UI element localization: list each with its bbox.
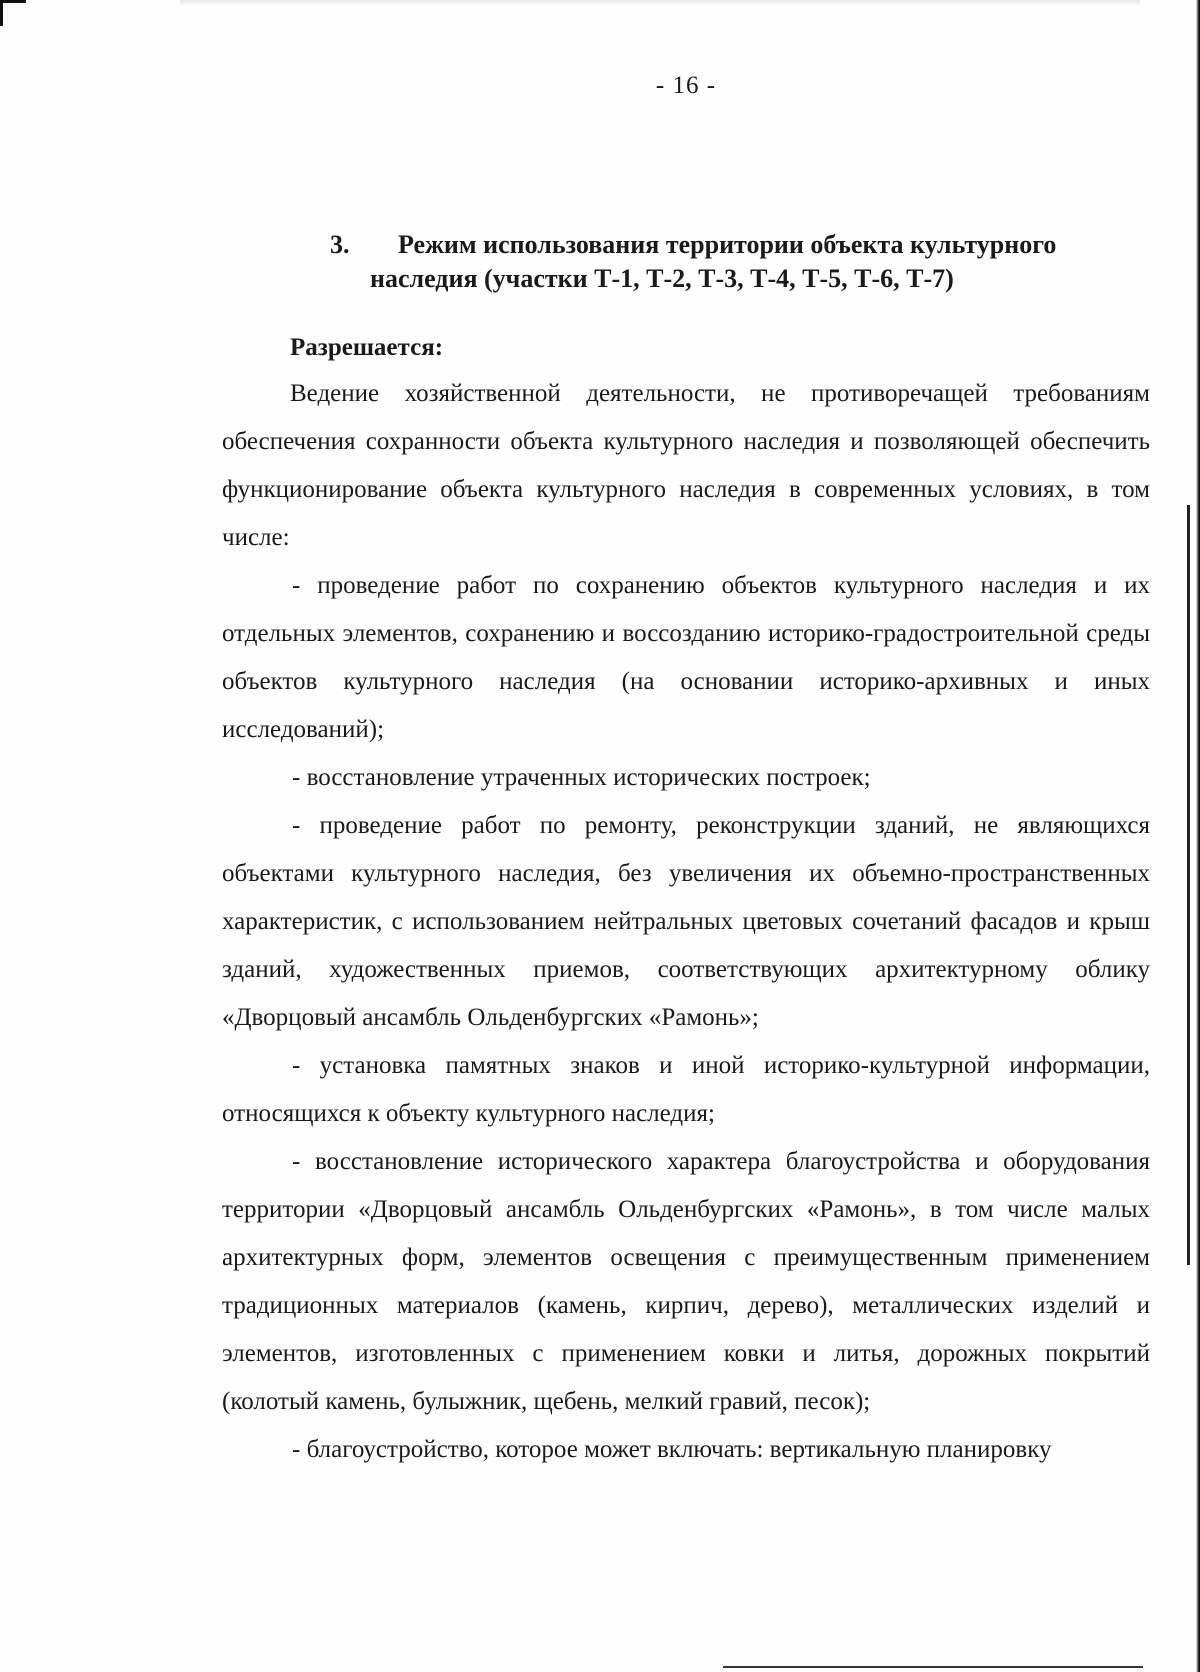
- paragraph-item: - проведение работ по сохранению объектов культурного наследия и их отдельных элементов, сохранению и воссозданию историко-градостроительной среды объектов культурного наследия (на основании историко-архивных и иных исследований);: [222, 572, 1150, 743]
- paragraph-item: - установка памятных знаков и иной историко-культурной информации, относящихся к объекту культурного наследия;: [222, 1052, 1150, 1127]
- scan-corner-mark: [0, 0, 26, 3]
- scan-right-bar: [1187, 505, 1190, 1265]
- scan-corner-mark-vertical: [0, 0, 3, 26]
- section-title-line1: Режим использования территории объекта культурного: [398, 230, 1057, 259]
- section-title-line2: наследия (участки Т-1, Т-2, Т-3, Т-4, Т-5, Т-6, Т-7): [370, 264, 954, 293]
- document-body: [222, 370, 1150, 1474]
- permitted-label: Разрешается:: [290, 334, 444, 361]
- section-number: 3.: [330, 230, 350, 259]
- paragraph-intro: Ведение хозяйственной деятельности, не противоречащей требованиям обеспечения сохранности объекта культурного наследия и позволяющей обеспечить функционирование объекта культурного наследия в современных условиях, в том числе:: [222, 380, 1150, 551]
- page-number: - 16 -: [655, 72, 717, 99]
- bottom-rule: [723, 1666, 1143, 1668]
- paragraph-item: - восстановление исторического характера благоустройства и оборудования территории «Дворцовый ансамбль Ольденбургских «Рамонь», в том числе малых архитектурных форм, элементов освещения с преимущественным применением традиционных материалов (камень, кирпич, дерево), металлических изделий и элементов, изготовленных с применением ковки и литья, дорожных покрытий (колотый камень, булыжник, щебень, мелкий гравий, песок);: [222, 1148, 1150, 1415]
- paragraph-item: - проведение работ по ремонту, реконструкции зданий, не являющихся объектами культурного наследия, без увеличения их объемно-пространственных характеристик, с использованием нейтральных цветовых сочетаний фасадов и крыш зданий, художественных приемов, соответствующих архитектурному облику «Дворцовый ансамбль Ольденбургских «Рамонь»;: [222, 812, 1150, 1031]
- scan-top-shadow: [180, 0, 1140, 6]
- paragraph-item: - благоустройство, которое может включать: вертикальную планировку: [292, 1436, 1052, 1463]
- paragraph-item: - восстановление утраченных исторических построек;: [292, 764, 871, 791]
- scan-right-edge: [1196, 0, 1200, 1672]
